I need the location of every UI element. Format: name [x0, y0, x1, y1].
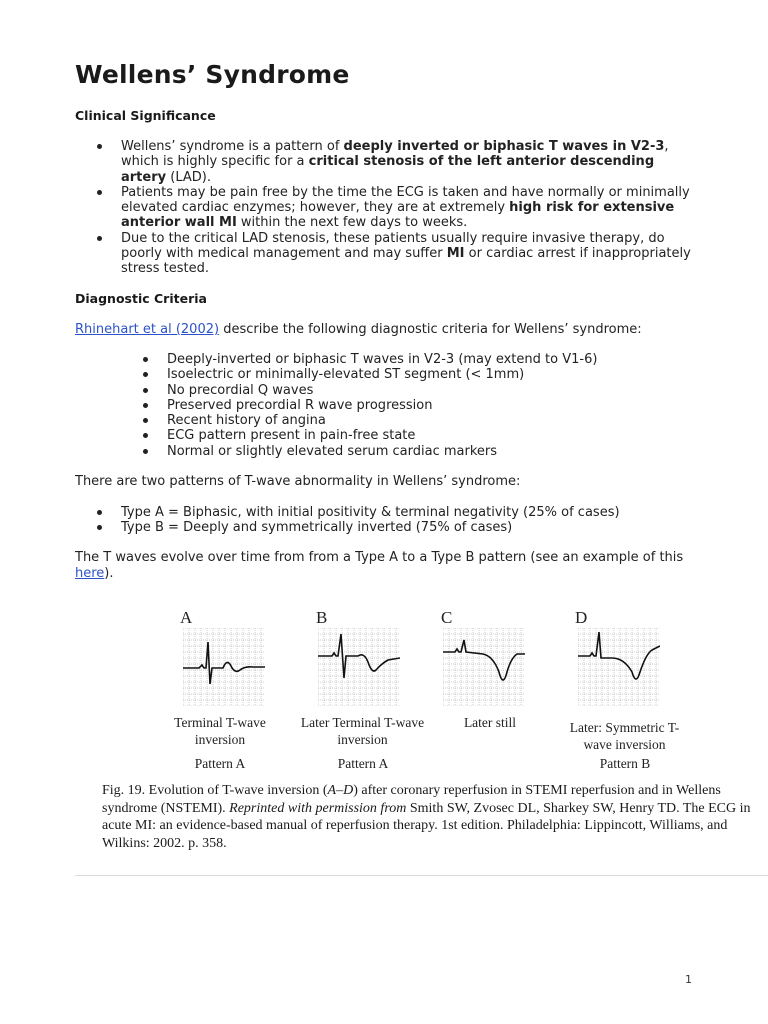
criteria-item-text: Normal or slightly elevated serum cardiac markers — [167, 443, 498, 459]
criteria-item-text: Preserved precordial R wave progression — [167, 397, 433, 413]
pattern-item-text: Type B = Deeply and symmetrically inverted (75% of cases) — [121, 520, 513, 536]
diagnostic-heading: Diagnostic Criteria — [75, 291, 207, 306]
clinical-bullets — [121, 139, 701, 277]
page-title: Wellens’ Syndrome — [75, 60, 350, 89]
ecg-trace-a — [183, 642, 265, 684]
criteria-item — [167, 352, 707, 367]
bullet-icon — [97, 525, 102, 530]
panel-pattern-a: Pattern A — [194, 756, 246, 771]
bullet-icon — [97, 190, 102, 195]
caption-italic-range: A–D — [327, 783, 354, 798]
panel-caption-a: Terminal T-wave inversion — [174, 715, 266, 747]
panel-letter-d: D — [575, 608, 588, 627]
clinical-bullet-text — [121, 231, 691, 277]
ecg-trace-b — [318, 634, 400, 678]
body-text: Patients may be pain free by the time the ECG is taken and have normally or minimally elevated cardiac enzymes; however, they are at extremely — [121, 184, 690, 216]
criteria-item-text: Isoelectric or minimally-elevated ST segment (< 1mm) — [167, 367, 525, 383]
clinical-bullet — [121, 185, 701, 231]
criteria-item-text: Deeply-inverted or biphasic T waves in V2-3 (may extend to V1-6) — [167, 352, 598, 367]
criteria-item-text: No precordial Q waves — [167, 382, 314, 398]
panel-caption-b: Later Terminal T-wave inversion — [300, 715, 425, 747]
ecg-trace-d — [578, 632, 660, 679]
ecg-strip-a — [183, 628, 265, 706]
bullet-icon — [143, 357, 148, 362]
caption-mid: ) after coronary reperfusion in STEMI reperfusion and in Wellens syndrome (NSTEMI). — [102, 783, 721, 816]
evolve-end: ). — [104, 565, 114, 581]
page-divider — [75, 875, 768, 876]
emphasis-text: MI — [446, 246, 465, 262]
evolve-paragraph — [75, 550, 695, 581]
criteria-item — [167, 444, 707, 459]
bullet-icon — [143, 418, 148, 423]
panel-letter-b: B — [316, 608, 328, 627]
bullet-icon — [143, 372, 148, 377]
pattern-item-text: Type A = Biphasic, with initial positivity & terminal negativity (25% of cases) — [121, 505, 620, 520]
page-number: 1 — [685, 973, 692, 986]
emphasis-text: high risk for extensive anterior wall MI — [121, 200, 675, 231]
figure-caption — [102, 782, 762, 852]
criteria-item — [167, 428, 707, 443]
bullet-icon — [97, 236, 102, 241]
panel-caption-d: Later: Symmetric T-wave inversion — [569, 720, 680, 752]
clinical-bullet-text — [121, 139, 669, 185]
rhinehart-link[interactable]: Rhinehart et al (2002) — [75, 322, 220, 337]
here-link[interactable]: here — [75, 565, 105, 581]
panel-letter-c: C — [441, 608, 453, 627]
body-text: within the next few days to weeks. — [236, 215, 468, 231]
body-text: Due to the critical LAD stenosis, these patients usually require invasive therapy, do poorly with medical management and may suffer — [121, 230, 665, 262]
body-text: or cardiac arrest if inappropriately stress tested. — [121, 246, 691, 277]
ecg-strip-d — [578, 628, 660, 706]
criteria-item — [167, 383, 707, 398]
ecg-strip-c — [443, 628, 525, 706]
criteria-item — [167, 398, 707, 413]
caption-end: Smith SW, Zvosec DL, Sharkey SW, Henry TD. The ECG in acute MI: an evidence-based manual of reperfusion therapy. 1st edition. Philadelphia: Lippincott, Williams, and Wilkins: 2002. p. 358. — [102, 800, 751, 851]
clinical-bullet — [121, 231, 701, 277]
caption-italic-permission: Reprinted with permission from — [229, 800, 407, 816]
evolve-text: The T waves evolve over time from from a Type A to a Type B pattern (see an example of this — [75, 550, 684, 565]
criteria-item-text: Recent history of angina — [167, 413, 326, 429]
panel-pattern-d: Pattern B — [599, 756, 651, 771]
criteria-item — [167, 367, 707, 382]
bullet-icon — [97, 144, 102, 149]
criteria-list — [167, 352, 707, 459]
panel-pattern-b: Pattern A — [337, 756, 389, 771]
diagnostic-intro — [75, 322, 715, 338]
bullet-icon — [97, 510, 102, 515]
pattern-item — [121, 520, 701, 535]
bullet-icon — [143, 449, 148, 454]
clinical-bullet-text — [121, 185, 690, 231]
clinical-bullet — [121, 139, 701, 185]
criteria-item-text: ECG pattern present in pain-free state — [167, 428, 416, 444]
patterns-list — [121, 505, 701, 536]
ecg-strip-b — [318, 628, 400, 706]
body-text: (LAD). — [166, 169, 211, 185]
body-text: , which is highly specific for a — [121, 139, 669, 170]
bullet-icon — [143, 388, 148, 393]
emphasis-text: deeply inverted or biphasic T waves in V2-3 — [343, 139, 665, 154]
panel-caption-c: Later still — [463, 715, 517, 730]
clinical-heading: Clinical Significance — [75, 108, 216, 123]
bullet-icon — [143, 403, 148, 408]
emphasis-text: critical stenosis of the left anterior descending artery — [121, 154, 655, 185]
panel-letter-a: A — [180, 608, 193, 627]
body-text: Wellens’ syndrome is a pattern of — [121, 139, 344, 154]
caption-prefix: Fig. 19. Evolution of T-wave inversion ( — [102, 783, 328, 798]
criteria-item — [167, 413, 707, 428]
diagnostic-intro-text: describe the following diagnostic criteria for Wellens’ syndrome: — [219, 322, 642, 337]
pattern-item — [121, 505, 701, 520]
patterns-intro: There are two patterns of T-wave abnormality in Wellens’ syndrome: — [75, 474, 521, 489]
bullet-icon — [143, 433, 148, 438]
